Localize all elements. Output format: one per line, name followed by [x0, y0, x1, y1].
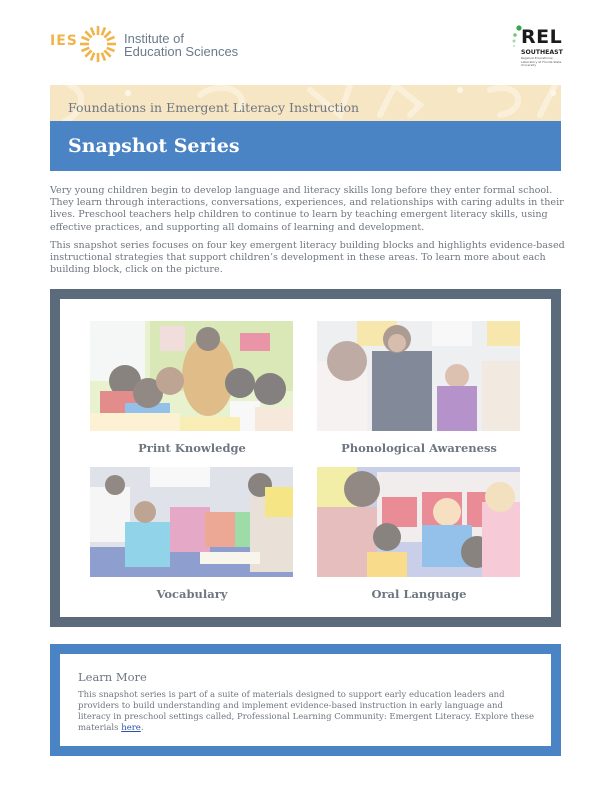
print-knowledge-caption[interactable]: Print Knowledge	[138, 441, 246, 455]
banner-decorative-strip	[50, 85, 561, 121]
ies-name-line1: Institute of	[124, 31, 184, 46]
sun-icon	[78, 24, 118, 64]
phonological-awareness-caption[interactable]: Phonological Awareness	[341, 441, 497, 455]
rel-wordmark: REL	[521, 26, 563, 48]
title-banner	[50, 121, 561, 171]
intro-paragraph-2: This snapshot series focuses on four key emergent literacy building blocks and highlights evidence-based instructional strategies that support children’s development in these areas. To learn more about each building block, click on the picture.	[50, 240, 565, 276]
print-knowledge-photo[interactable]	[90, 321, 293, 431]
learn-more-end: .	[140, 723, 144, 733]
building-blocks-panel	[50, 289, 561, 627]
series-subtitle: Foundations in Emergent Literacy Instruction	[68, 100, 360, 115]
learn-more-title: Learn More	[78, 670, 147, 684]
learn-more-body	[78, 690, 538, 734]
page-title: Snapshot Series	[68, 135, 240, 157]
learn-more-text: This snapshot series is part of a suite of materials designed to support early education leaders and providers to build understanding and implement evidence-based instruction in early language and literacy in preschool settings called, Professional Learning Community: Emergent Literacy. Explore these materials	[78, 690, 535, 733]
rel-subtitle: Regional Educational Laboratory at Florida State University	[521, 56, 562, 67]
intro-paragraph-1: Very young children begin to develop language and literacy skills long before they enter formal school. They learn through interactions, conversations, experiences, and relationships with caring adults in their lives. Preschool teachers help children to continue to learn by teaching emergent literacy skills, using effective practices, and supporting all domains of learning and development.	[50, 185, 564, 233]
vocabulary-caption[interactable]: Vocabulary	[156, 587, 228, 601]
oral-language-caption[interactable]: Oral Language	[371, 587, 467, 601]
ies-acronym: IES	[50, 33, 78, 49]
vocabulary-photo[interactable]	[90, 467, 293, 577]
here-link[interactable]: here	[121, 723, 141, 733]
rel-region: SOUTHEAST	[521, 49, 563, 56]
phonological-awareness-photo[interactable]	[317, 321, 520, 431]
ies-name	[124, 32, 238, 58]
oral-language-photo[interactable]	[317, 467, 520, 577]
ies-name-line2: Education Sciences	[124, 44, 239, 59]
learn-more-panel	[50, 644, 561, 756]
